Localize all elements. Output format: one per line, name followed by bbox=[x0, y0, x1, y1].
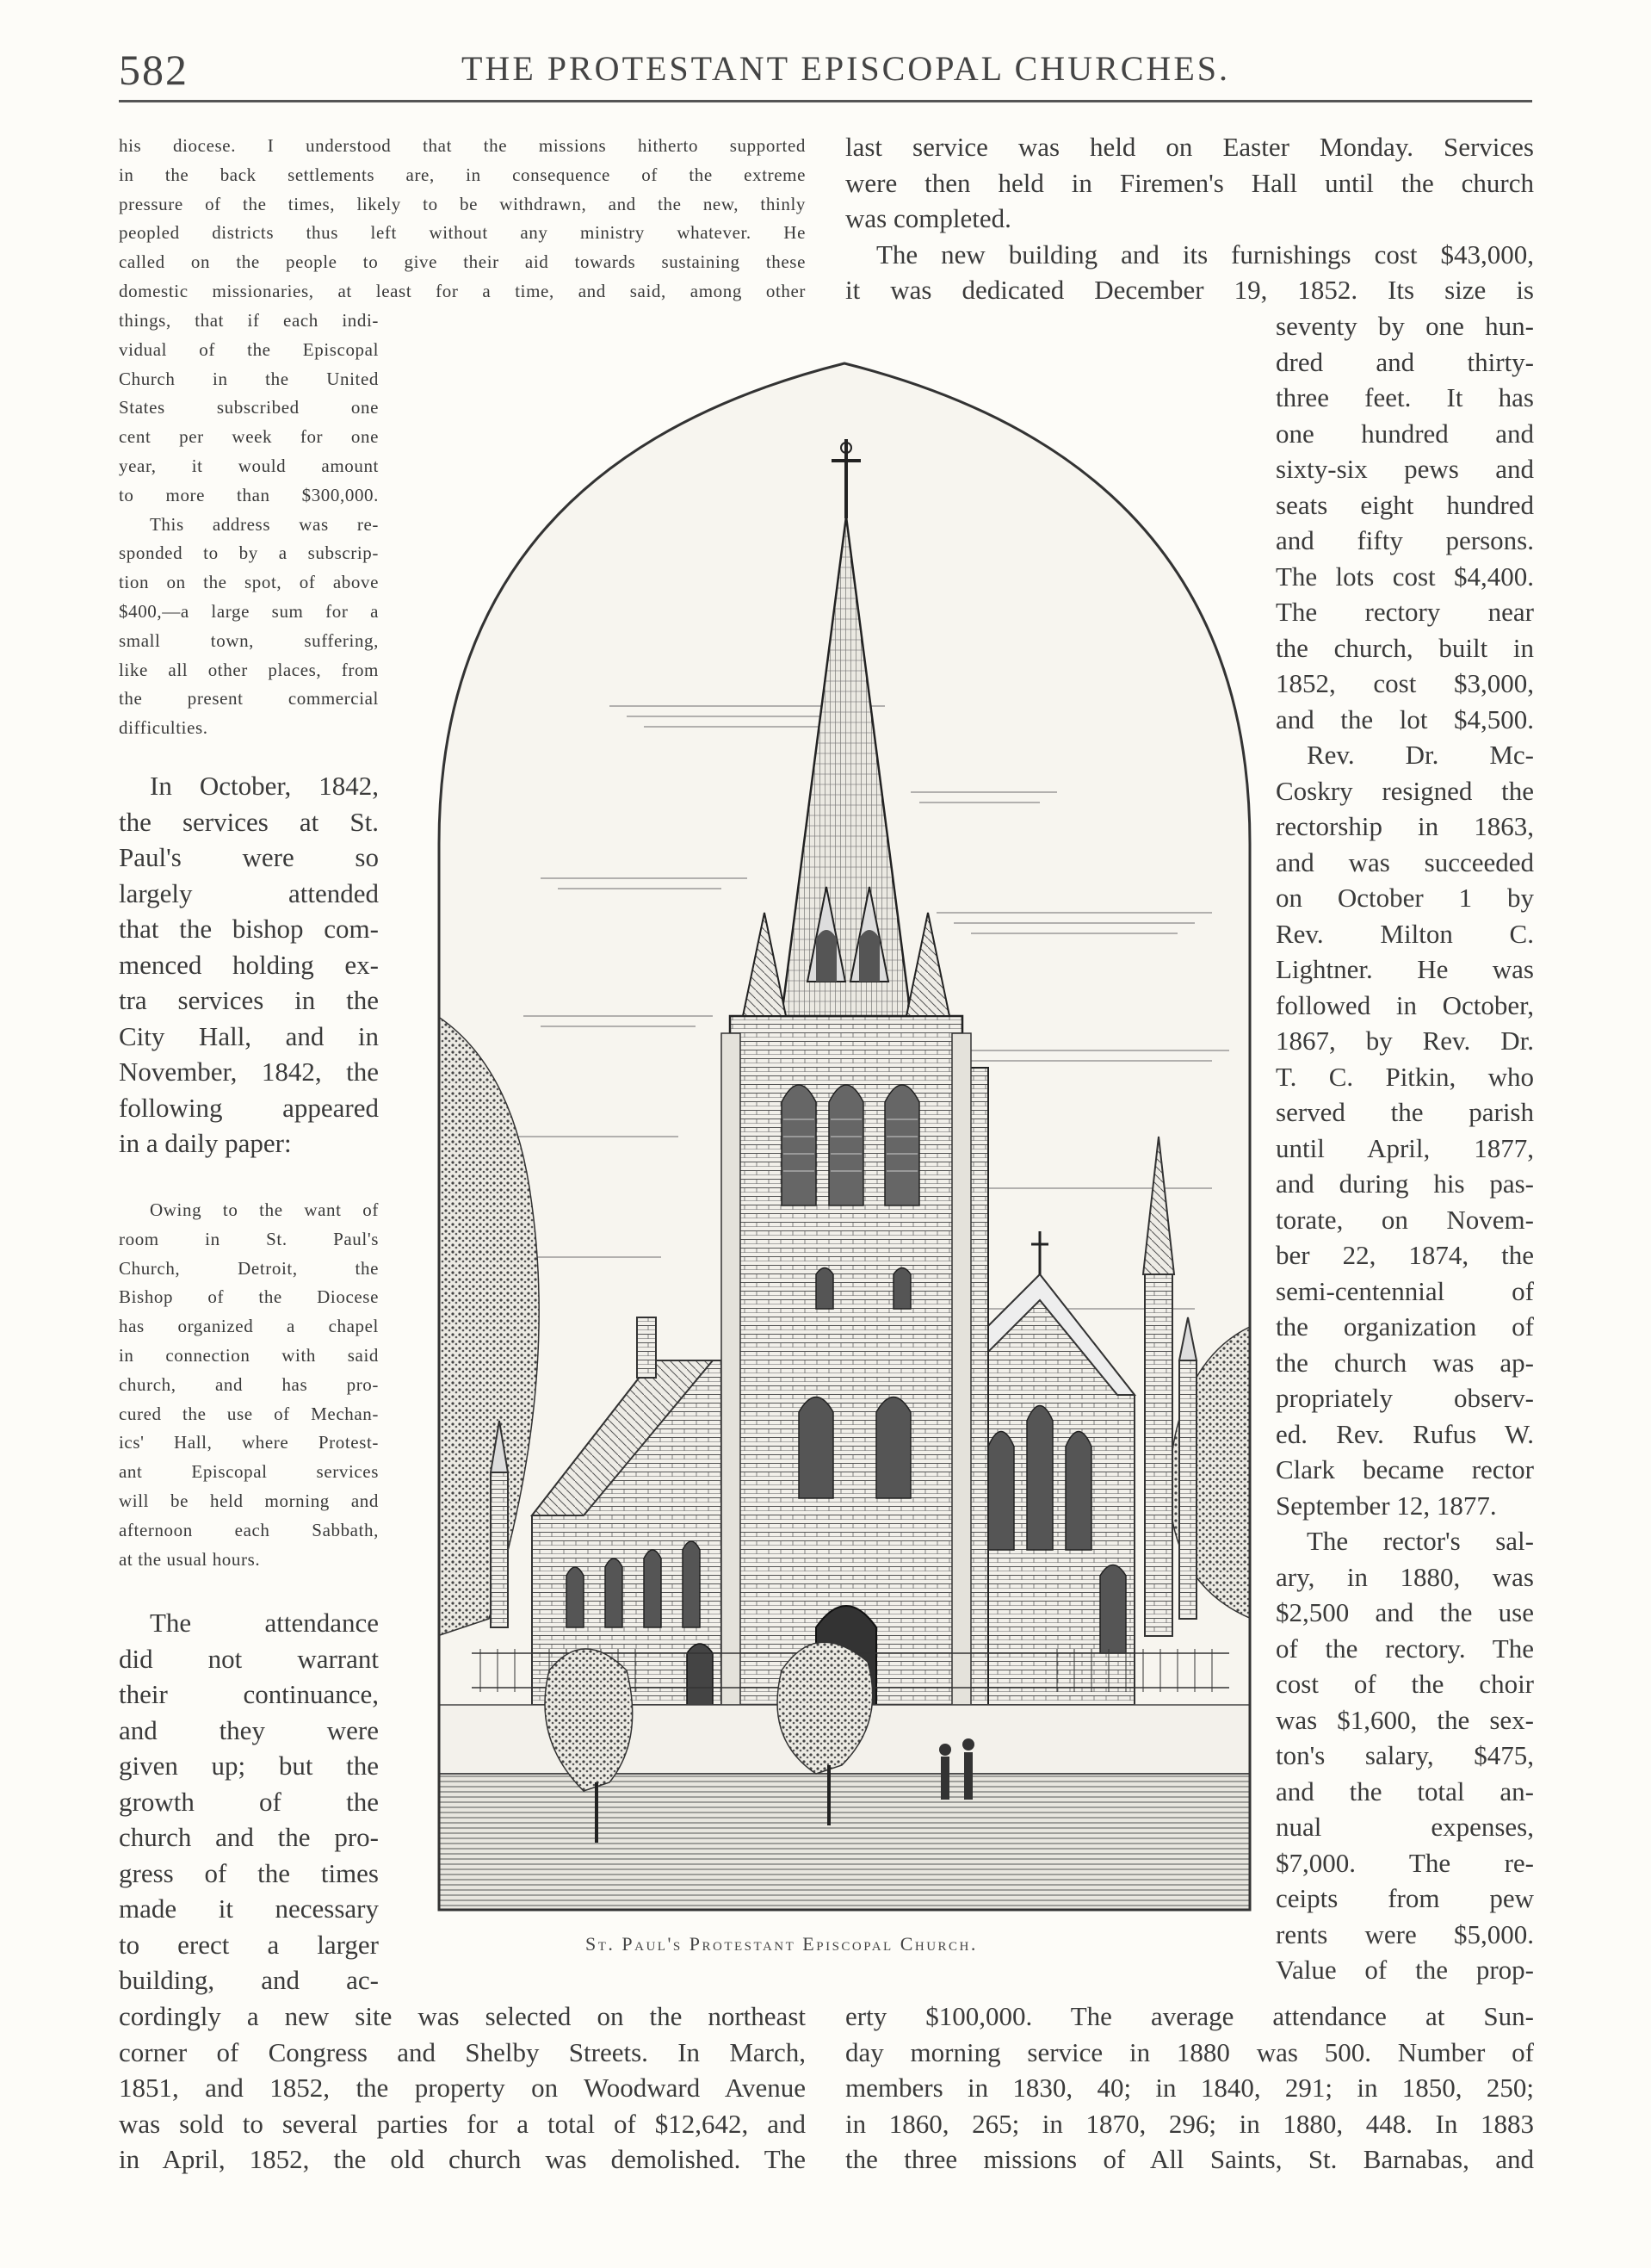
text-line: afternoon each Sabbath, bbox=[119, 1519, 379, 1540]
text-line: rectorship in 1863, bbox=[1276, 811, 1534, 841]
text-line: Bishop of the Diocese bbox=[119, 1286, 379, 1308]
text-line: in the back settlements are, in consequence of the extreme bbox=[119, 164, 806, 185]
running-title: THE PROTESTANT EPISCOPAL CHURCHES. bbox=[461, 49, 1230, 88]
text-line: building, and ac- bbox=[119, 1965, 379, 1995]
text-line: were then held in Firemen's Hall until the church bbox=[845, 167, 1534, 198]
text-line: seventy by one hun- bbox=[1276, 311, 1534, 341]
text-line: ceipts from pew bbox=[1276, 1883, 1534, 1913]
text-line: difficulties. bbox=[119, 717, 208, 739]
text-line: in 1860, 265; in 1870, 296; in 1880, 448. In 1883 bbox=[845, 2108, 1534, 2139]
text-line: following appeared bbox=[119, 1092, 379, 1123]
text-line: September 12, 1877. bbox=[1276, 1490, 1497, 1521]
text-line: was $1,600, the sex- bbox=[1276, 1704, 1534, 1735]
text-line: This address was re- bbox=[150, 513, 379, 535]
text-line: seats eight hundred bbox=[1276, 489, 1534, 520]
text-line: The rectory near bbox=[1276, 597, 1534, 627]
page-header bbox=[0, 0, 1651, 112]
text-line: followed in October, bbox=[1276, 989, 1534, 1020]
right-top-text bbox=[845, 129, 1534, 308]
text-line: tra services in the bbox=[119, 985, 379, 1015]
church-engraving-image bbox=[437, 362, 1252, 1912]
text-line: given up; but the bbox=[119, 1751, 379, 1781]
text-line: Owing to the want of bbox=[150, 1199, 379, 1220]
text-line: things, that if each indi- bbox=[119, 310, 379, 331]
text-line: T. C. Pitkin, who bbox=[1276, 1061, 1534, 1092]
text-line: corner of Congress and Shelby Streets. In March, bbox=[119, 2036, 806, 2067]
text-line: three feet. It has bbox=[1276, 382, 1534, 412]
text-line: his diocese. I understood that the missions hitherto supported bbox=[119, 135, 806, 156]
text-line: served the parish bbox=[1276, 1097, 1534, 1127]
text-line: and fifty persons. bbox=[1276, 525, 1534, 555]
right-bottom-text bbox=[845, 1998, 1534, 2178]
text-line: tion on the spot, of above bbox=[119, 572, 379, 593]
text-line: it was dedicated December 19, 1852. Its size is bbox=[845, 275, 1534, 305]
text-line: to erect a larger bbox=[119, 1929, 379, 1960]
text-line: did not warrant bbox=[119, 1643, 379, 1674]
text-line: the organization of bbox=[1276, 1311, 1534, 1342]
text-line: on October 1 by bbox=[1276, 883, 1534, 913]
text-line: Rev. Dr. Mc- bbox=[1307, 740, 1534, 770]
text-line: ed. Rev. Rufus W. bbox=[1276, 1418, 1534, 1449]
text-line: The rector's sal- bbox=[1307, 1526, 1534, 1556]
text-line: church and the pro- bbox=[119, 1822, 379, 1852]
text-line: the services at St. bbox=[119, 806, 379, 837]
text-line: vidual of the Episcopal bbox=[119, 338, 379, 360]
text-line: menced holding ex- bbox=[119, 949, 379, 980]
text-line: Lightner. He was bbox=[1276, 954, 1534, 984]
text-line: the three missions of All Saints, St. Barnabas, and bbox=[845, 2144, 1534, 2174]
text-line: day morning service in 1880 was 500. Number of bbox=[845, 2036, 1534, 2067]
header-rule bbox=[119, 100, 1532, 102]
text-line: one hundred and bbox=[1276, 418, 1534, 449]
text-line: City Hall, and in bbox=[119, 1020, 379, 1051]
text-line: $2,500 and the use bbox=[1276, 1597, 1534, 1627]
text-line: church, and has pro- bbox=[119, 1373, 379, 1395]
left-bottom-text bbox=[119, 1998, 806, 2178]
text-line: erty $100,000. The average attendance at Sun- bbox=[845, 2001, 1534, 2031]
text-line: ics' Hall, where Protest- bbox=[119, 1432, 379, 1453]
text-line: until April, 1877, bbox=[1276, 1132, 1534, 1163]
text-line: last service was held on Easter Monday. Services bbox=[845, 132, 1534, 162]
text-line: cured the use of Mechan- bbox=[119, 1403, 379, 1424]
text-line: $7,000. The re- bbox=[1276, 1847, 1534, 1878]
text-line: largely attended bbox=[119, 877, 379, 908]
text-line: ary, in 1880, was bbox=[1276, 1561, 1534, 1592]
text-line: to more than $300,000. bbox=[119, 484, 379, 505]
text-line: Value of the prop- bbox=[1276, 1955, 1534, 1985]
text-line: the church was ap- bbox=[1276, 1347, 1534, 1378]
text-line: torate, on Novem- bbox=[1276, 1204, 1534, 1235]
text-line: that the bishop com- bbox=[119, 914, 379, 944]
text-line: growth of the bbox=[119, 1786, 379, 1817]
text-line: made it necessary bbox=[119, 1893, 379, 1924]
text-line: ber 22, 1874, the bbox=[1276, 1240, 1534, 1270]
text-line: semi-centennial of bbox=[1276, 1275, 1534, 1306]
text-line: rents were $5,000. bbox=[1276, 1918, 1534, 1949]
text-line: their continuance, bbox=[119, 1679, 379, 1709]
text-line: in a daily paper: bbox=[119, 1128, 292, 1158]
text-line: gress of the times bbox=[119, 1857, 379, 1888]
text-line: Clark became rector bbox=[1276, 1454, 1534, 1484]
left-october-paragraph bbox=[119, 768, 379, 1162]
text-line: Paul's were so bbox=[119, 842, 379, 872]
text-line: $400,—a large sum for a bbox=[119, 600, 379, 622]
text-line: Church in the United bbox=[119, 368, 379, 389]
text-line: and during his pas- bbox=[1276, 1168, 1534, 1199]
text-line: will be held morning and bbox=[119, 1490, 379, 1511]
text-line: in connection with said bbox=[119, 1344, 379, 1366]
text-line: in April, 1852, the old church was demolished. The bbox=[119, 2144, 806, 2174]
text-line: at the usual hours. bbox=[119, 1548, 261, 1570]
left-intro-narrow bbox=[119, 307, 379, 743]
text-line: and the total an- bbox=[1276, 1775, 1534, 1806]
text-line: Coskry resigned the bbox=[1276, 775, 1534, 806]
text-line: 1851, and 1852, the property on Woodward Avenue bbox=[119, 2073, 806, 2103]
text-line: has organized a chapel bbox=[119, 1316, 379, 1337]
text-line: pressure of the times, likely to be withdrawn, and the new, thinly bbox=[119, 193, 806, 214]
left-attendance-paragraph bbox=[119, 1605, 379, 1998]
text-line: called on the people to give their aid towards sustaining these bbox=[119, 251, 806, 273]
text-line: sixty-six pews and bbox=[1276, 454, 1534, 484]
text-line: and was succeeded bbox=[1276, 846, 1534, 877]
page-number: 582 bbox=[119, 46, 189, 94]
left-intro-wide bbox=[119, 132, 806, 307]
text-line: members in 1830, 40; in 1840, 291; in 1850, 250; bbox=[845, 2073, 1534, 2103]
text-line: In October, 1842, bbox=[150, 771, 379, 801]
text-line: cordingly a new site was selected on the northeast bbox=[119, 2001, 806, 2031]
text-line: ton's salary, $475, bbox=[1276, 1740, 1534, 1770]
right-narrow-text bbox=[1276, 308, 1534, 1988]
text-line: The new building and its furnishings cost $43,000, bbox=[876, 239, 1534, 270]
text-line: cent per week for one bbox=[119, 426, 379, 448]
text-line: and the lot $4,500. bbox=[1276, 703, 1534, 734]
text-line: Rev. Milton C. bbox=[1276, 918, 1534, 949]
text-line: Church, Detroit, the bbox=[119, 1257, 379, 1279]
text-line: 1852, cost $3,000, bbox=[1276, 668, 1534, 698]
text-line: of the rectory. The bbox=[1276, 1633, 1534, 1664]
church-illustration bbox=[437, 362, 1252, 1912]
text-line: 1867, by Rev. Dr. bbox=[1276, 1026, 1534, 1056]
text-line: cost of the choir bbox=[1276, 1669, 1534, 1699]
text-line: The attendance bbox=[150, 1608, 379, 1638]
text-line: and they were bbox=[119, 1714, 379, 1745]
text-line: the present commercial bbox=[119, 688, 379, 710]
text-line: nual expenses, bbox=[1276, 1812, 1534, 1842]
text-line: domestic missionaries, at least for a time, and said, among other bbox=[119, 280, 806, 301]
text-line: sponded to by a subscrip- bbox=[119, 542, 379, 564]
text-line: ant Episcopal services bbox=[119, 1461, 379, 1483]
text-line: November, 1842, the bbox=[119, 1057, 379, 1087]
text-line: propriately observ- bbox=[1276, 1383, 1534, 1413]
text-line: room in St. Paul's bbox=[119, 1228, 379, 1249]
text-line: like all other places, from bbox=[119, 659, 379, 680]
text-line: States subscribed one bbox=[119, 397, 379, 418]
text-line: The lots cost $4,400. bbox=[1276, 561, 1534, 592]
text-line: the church, built in bbox=[1276, 632, 1534, 663]
text-line: small town, suffering, bbox=[119, 629, 379, 651]
text-line: was completed. bbox=[845, 203, 1011, 233]
text-line: peopled districts thus left without any ministry whatever. He bbox=[119, 222, 806, 244]
text-line: year, it would amount bbox=[119, 455, 379, 476]
left-quoted-notice bbox=[119, 1196, 379, 1574]
text-line: dred and thirty- bbox=[1276, 346, 1534, 377]
text-line: was sold to several parties for a total of $12,642, and bbox=[119, 2108, 806, 2139]
figure-caption: St. Paul's Protestant Episcopal Church. bbox=[585, 1933, 978, 1955]
